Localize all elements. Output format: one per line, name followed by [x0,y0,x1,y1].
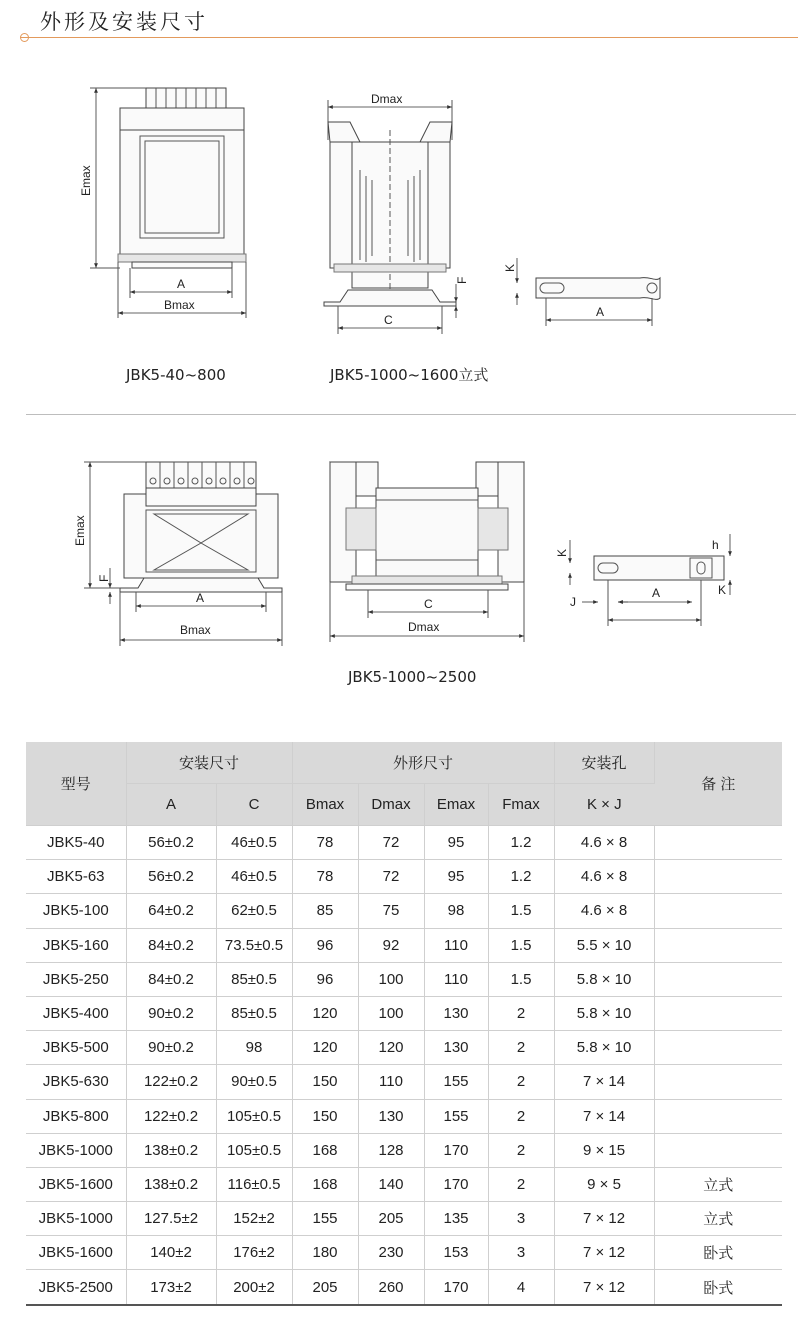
table-row [26,996,782,1030]
table-cell: 170 [424,1167,488,1201]
header-remark: 备 注 [654,742,782,826]
table-cell: 168 [292,1133,358,1167]
table-cell: 2 [488,1065,554,1099]
table-cell: 3 [488,1202,554,1236]
table-cell: 2 [488,1167,554,1201]
dim-label-emax: Emax [79,165,93,196]
header-install-dim: 安装尺寸 [126,742,292,784]
subheader-bmax: Bmax [292,784,358,826]
table-cell: 138±0.2 [126,1167,216,1201]
table-cell [654,1031,782,1065]
table-cell: JBK5-63 [26,860,126,894]
table-cell: 4.6 × 8 [554,894,654,928]
table-cell: 120 [292,1031,358,1065]
spec-table [26,742,782,1306]
table-cell: 5.8 × 10 [554,962,654,996]
table-cell: 56±0.2 [126,826,216,860]
table-cell: 96 [292,928,358,962]
table-cell: JBK5-100 [26,894,126,928]
table-cell [654,928,782,962]
table-cell: 7 × 14 [554,1099,654,1133]
table-cell: 140 [358,1167,424,1201]
subheader-kxj: K × J [554,784,654,826]
table-cell: 138±0.2 [126,1133,216,1167]
dim-label-c-2: C [424,597,433,611]
table-cell: 96 [292,962,358,996]
subheader-c: C [216,784,292,826]
dim-label-dmax-1: Dmax [371,92,403,106]
table-cell: 46±0.5 [216,860,292,894]
table-cell: 2 [488,1099,554,1133]
dim-label-emax-2: Emax [73,515,87,546]
table-cell: 105±0.5 [216,1099,292,1133]
table-cell: 5.8 × 10 [554,1031,654,1065]
subheader-dmax: Dmax [358,784,424,826]
table-cell [654,1065,782,1099]
dim-label-bmax-2: Bmax [180,623,211,637]
table-cell: 85±0.5 [216,962,292,996]
table-cell: 卧式 [654,1236,782,1270]
table-cell: 1.2 [488,860,554,894]
table-row [26,1099,782,1133]
table-cell: 62±0.5 [216,894,292,928]
dim-label-k-3: K [718,583,727,597]
table-row [26,1202,782,1236]
table-cell: JBK5-2500 [26,1270,126,1305]
table-cell: 205 [358,1202,424,1236]
section-title: 外形及安装尺寸 [40,10,208,34]
table-row [26,928,782,962]
header-model: 型号 [26,742,126,826]
table-cell: 72 [358,826,424,860]
table-cell: 9 × 5 [554,1167,654,1201]
table-row [26,860,782,894]
table-row [26,894,782,928]
dim-label-a-3: A [196,591,205,605]
table-cell: 155 [424,1065,488,1099]
table-cell: 4.6 × 8 [554,860,654,894]
table-cell: 46±0.5 [216,826,292,860]
table-cell: 1.5 [488,894,554,928]
dim-label-f-1: F [455,276,469,284]
table-cell: 78 [292,860,358,894]
header-outline-dim: 外形尺寸 [292,742,554,784]
table-cell: 100 [358,962,424,996]
table-cell: 85±0.5 [216,996,292,1030]
table-cell: 56±0.2 [126,860,216,894]
table-cell: JBK5-500 [26,1031,126,1065]
table-cell [654,826,782,860]
table-row [26,1031,782,1065]
table-row [26,826,782,860]
dim-label-j: J [570,595,576,609]
table-cell: 150 [292,1099,358,1133]
table-cell: 150 [292,1065,358,1099]
table-cell: 100 [358,996,424,1030]
table-cell: 7 × 12 [554,1270,654,1305]
dim-label-dmax-2: Dmax [408,620,440,634]
table-cell: 84±0.2 [126,962,216,996]
table-row [26,1236,782,1270]
table-cell: 122±0.2 [126,1099,216,1133]
table-cell: JBK5-1000 [26,1133,126,1167]
drawing-jbk5-1000-2500 [73,462,730,646]
table-cell: JBK5-1600 [26,1167,126,1201]
section-divider [26,414,796,415]
table-cell: 140±2 [126,1236,216,1270]
table-cell: 153 [424,1236,488,1270]
table-cell: 72 [358,860,424,894]
caption-fig3: JBK5-1000~2500 [348,668,477,686]
subheader-emax: Emax [424,784,488,826]
dim-label-f-2: F [97,574,111,582]
table-cell: JBK5-250 [26,962,126,996]
table-cell: 128 [358,1133,424,1167]
table-cell: 168 [292,1167,358,1201]
table-cell: 110 [358,1065,424,1099]
table-cell: 200±2 [216,1270,292,1305]
table-cell: 2 [488,1031,554,1065]
dim-label-a-1: A [177,277,186,291]
table-cell: 130 [358,1099,424,1133]
table-row [26,1270,782,1305]
table-cell: 120 [358,1031,424,1065]
table-row [26,1133,782,1167]
table-cell: JBK5-400 [26,996,126,1030]
drawing-jbk5-1000-1600-vertical [324,92,660,334]
table-cell: 130 [424,1031,488,1065]
table-cell: 110 [424,962,488,996]
table-cell: 9 × 15 [554,1133,654,1167]
table-cell: 130 [424,996,488,1030]
table-cell: 4 [488,1270,554,1305]
table-cell: JBK5-40 [26,826,126,860]
table-cell: 230 [358,1236,424,1270]
table-cell: 135 [424,1202,488,1236]
dim-label-bmax-1: Bmax [164,298,195,312]
table-cell: 116±0.5 [216,1167,292,1201]
table-cell: 110 [424,928,488,962]
table-cell: 3 [488,1236,554,1270]
table-cell: 立式 [654,1167,782,1201]
table-cell: 64±0.2 [126,894,216,928]
table-cell: 1.5 [488,928,554,962]
table-cell: 90±0.2 [126,996,216,1030]
dim-label-c-1: C [384,313,393,327]
drawing-jbk5-40-800 [79,88,246,318]
dim-label-k-2: K [555,548,569,557]
table-cell [654,894,782,928]
table-cell: 173±2 [126,1270,216,1305]
table-cell: JBK5-800 [26,1099,126,1133]
table-cell: 2 [488,996,554,1030]
table-cell: 7 × 12 [554,1236,654,1270]
table-cell [654,1133,782,1167]
table-cell: 7 × 14 [554,1065,654,1099]
table-cell: JBK5-160 [26,928,126,962]
table-cell: 73.5±0.5 [216,928,292,962]
table-cell: 1.2 [488,826,554,860]
dim-label-a-2: A [596,305,605,319]
table-cell: 立式 [654,1202,782,1236]
table-cell: 85 [292,894,358,928]
table-cell: 205 [292,1270,358,1305]
table-cell: 155 [424,1099,488,1133]
table-cell: JBK5-630 [26,1065,126,1099]
table-cell: 95 [424,826,488,860]
table-cell: 170 [424,1133,488,1167]
table-cell [654,1099,782,1133]
table-cell: 98 [424,894,488,928]
table-cell [654,996,782,1030]
dim-label-a-4: A [652,586,661,600]
table-cell: 95 [424,860,488,894]
caption-fig1: JBK5-40~800 [126,366,226,384]
table-cell: 90±0.2 [126,1031,216,1065]
table-cell: 75 [358,894,424,928]
table-cell: 122±0.2 [126,1065,216,1099]
table-cell: JBK5-1600 [26,1236,126,1270]
table-cell: 78 [292,826,358,860]
table-cell: 152±2 [216,1202,292,1236]
table-cell: 180 [292,1236,358,1270]
table-cell: 155 [292,1202,358,1236]
table-cell: 90±0.5 [216,1065,292,1099]
table-cell: 1.5 [488,962,554,996]
table-cell: 176±2 [216,1236,292,1270]
table-cell: 170 [424,1270,488,1305]
dim-label-k-1: K [503,263,517,272]
table-cell [654,962,782,996]
subheader-a: A [126,784,216,826]
table-cell: 92 [358,928,424,962]
table-cell: 2 [488,1133,554,1167]
caption-fig2: JBK5-1000~1600立式 [330,366,489,384]
table-cell: 7 × 12 [554,1202,654,1236]
table-cell: 4.6 × 8 [554,826,654,860]
dim-label-h: h [712,538,719,552]
table-row [26,962,782,996]
table-cell: 260 [358,1270,424,1305]
subheader-fmax: Fmax [488,784,554,826]
table-cell: 98 [216,1031,292,1065]
table-row [26,1167,782,1201]
table-cell: JBK5-1000 [26,1202,126,1236]
table-row [26,1065,782,1099]
table-cell: 120 [292,996,358,1030]
table-cell: 卧式 [654,1270,782,1305]
table-cell: 5.8 × 10 [554,996,654,1030]
table-cell: 127.5±2 [126,1202,216,1236]
spec-table-body [26,826,782,1305]
table-cell: 5.5 × 10 [554,928,654,962]
header-install-hole: 安装孔 [554,742,654,784]
table-cell [654,860,782,894]
table-cell: 84±0.2 [126,928,216,962]
table-cell: 105±0.5 [216,1133,292,1167]
